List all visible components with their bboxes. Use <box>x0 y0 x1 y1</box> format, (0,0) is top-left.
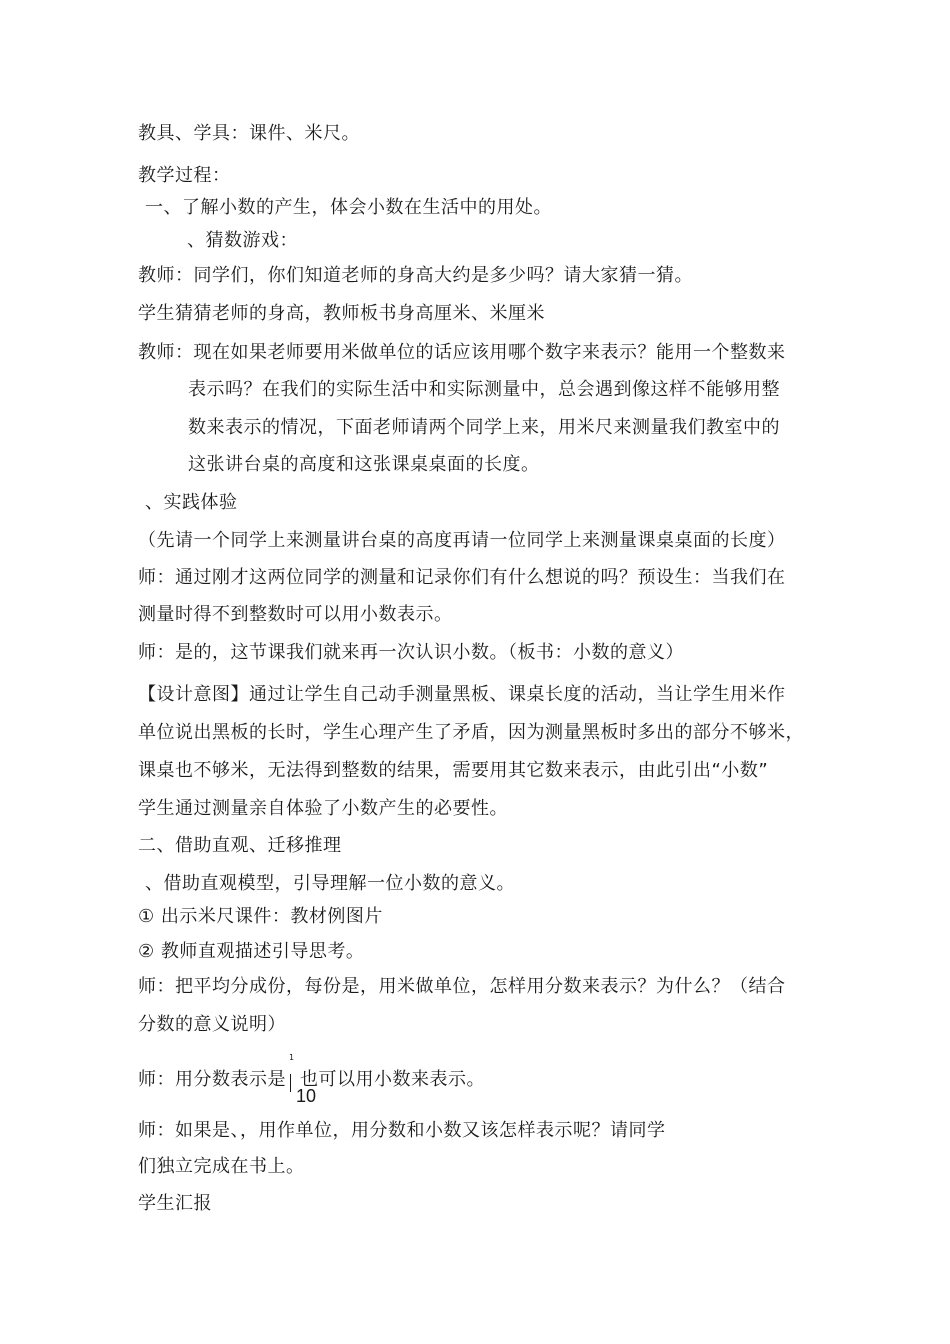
fraction-bar <box>290 1074 291 1092</box>
fraction-denominator: 10 <box>296 1086 317 1106</box>
text-line: 师：通过刚才这两位同学的测量和记录你们有什么想说的吗？预设生：当我们在 <box>138 567 786 588</box>
text-line: 教学过程： <box>138 165 231 186</box>
design-intent-line: 课桌也不够米，无法得到整数的结果，需要用其它数来表示，由此引出“小数” <box>138 760 769 781</box>
text-line: 教具、学具：课件、米尺。 <box>138 123 360 144</box>
text-line: 这张讲台桌的高度和这张课桌桌面的长度。 <box>188 454 540 475</box>
fraction-numerator: 1 <box>289 1053 295 1062</box>
list-item: ② 教师直观描述引导思考。 <box>138 941 365 962</box>
text-line: 学生猜猜老师的身高，教师板书身高厘米、米厘米 <box>138 303 545 324</box>
text-line: 师：是的，这节课我们就来再一次认识小数。（板书：小数的意义） <box>138 642 684 663</box>
list-item: ① 出示米尺课件：教材例图片 <box>138 906 383 927</box>
text-line: 教师：同学们，你们知道老师的身高大约是多少吗？请大家猜一猜。 <box>138 265 693 286</box>
text-line: （先请一个同学上来测量讲台桌的高度再请一位同学上来测量课桌桌面的长度） <box>138 530 786 551</box>
subsection-heading: 、借助直观模型，引导理解一位小数的意义。 <box>145 873 515 894</box>
fraction-text-after: 也可以用小数来表示。 <box>300 1069 485 1090</box>
text-line: 教师：现在如果老师要用米做单位的话应该用哪个数字来表示？能用一个整数来 <box>138 342 786 363</box>
design-intent-line: 【设计意图】通过让学生自己动手测量黑板、课桌长度的活动，当让学生用米作 <box>138 684 786 705</box>
text-line: 学生汇报 <box>138 1193 212 1214</box>
text-line: 数来表示的情况，下面老师请两个同学上来，用米尺来测量我们教室中的 <box>188 417 780 438</box>
text-line: 测量时得不到整数时可以用小数表示。 <box>138 604 453 625</box>
text-line: 师：把平均分成份，每份是，用米做单位，怎样用分数来表示？为什么？（结合 <box>138 976 786 997</box>
section-heading: 一、了解小数的产生，体会小数在生活中的用处。 <box>145 197 552 218</box>
text-line: 师：如果是、，用作单位，用分数和小数又该怎样表示呢？请同学 <box>138 1120 666 1141</box>
fraction-text-before: 师：用分数表示是 <box>138 1069 286 1090</box>
subsection-heading: 、实践体验 <box>145 492 238 513</box>
design-intent-line: 学生通过测量亲自体验了小数产生的必要性。 <box>138 798 508 819</box>
section-heading: 二、借助直观、迁移推理 <box>138 835 342 856</box>
subsection-heading: 、猜数游戏： <box>187 230 298 251</box>
text-line: 分数的意义说明） <box>138 1014 286 1035</box>
text-line: 们独立完成在书上。 <box>138 1156 305 1177</box>
text-line: 表示吗？在我们的实际生活中和实际测量中，总会遇到像这样不能够用整 <box>188 379 780 400</box>
design-intent-line: 单位说出黑板的长时，学生心理产生了矛盾，因为测量黑板时多出的部分不够米， <box>138 722 804 743</box>
